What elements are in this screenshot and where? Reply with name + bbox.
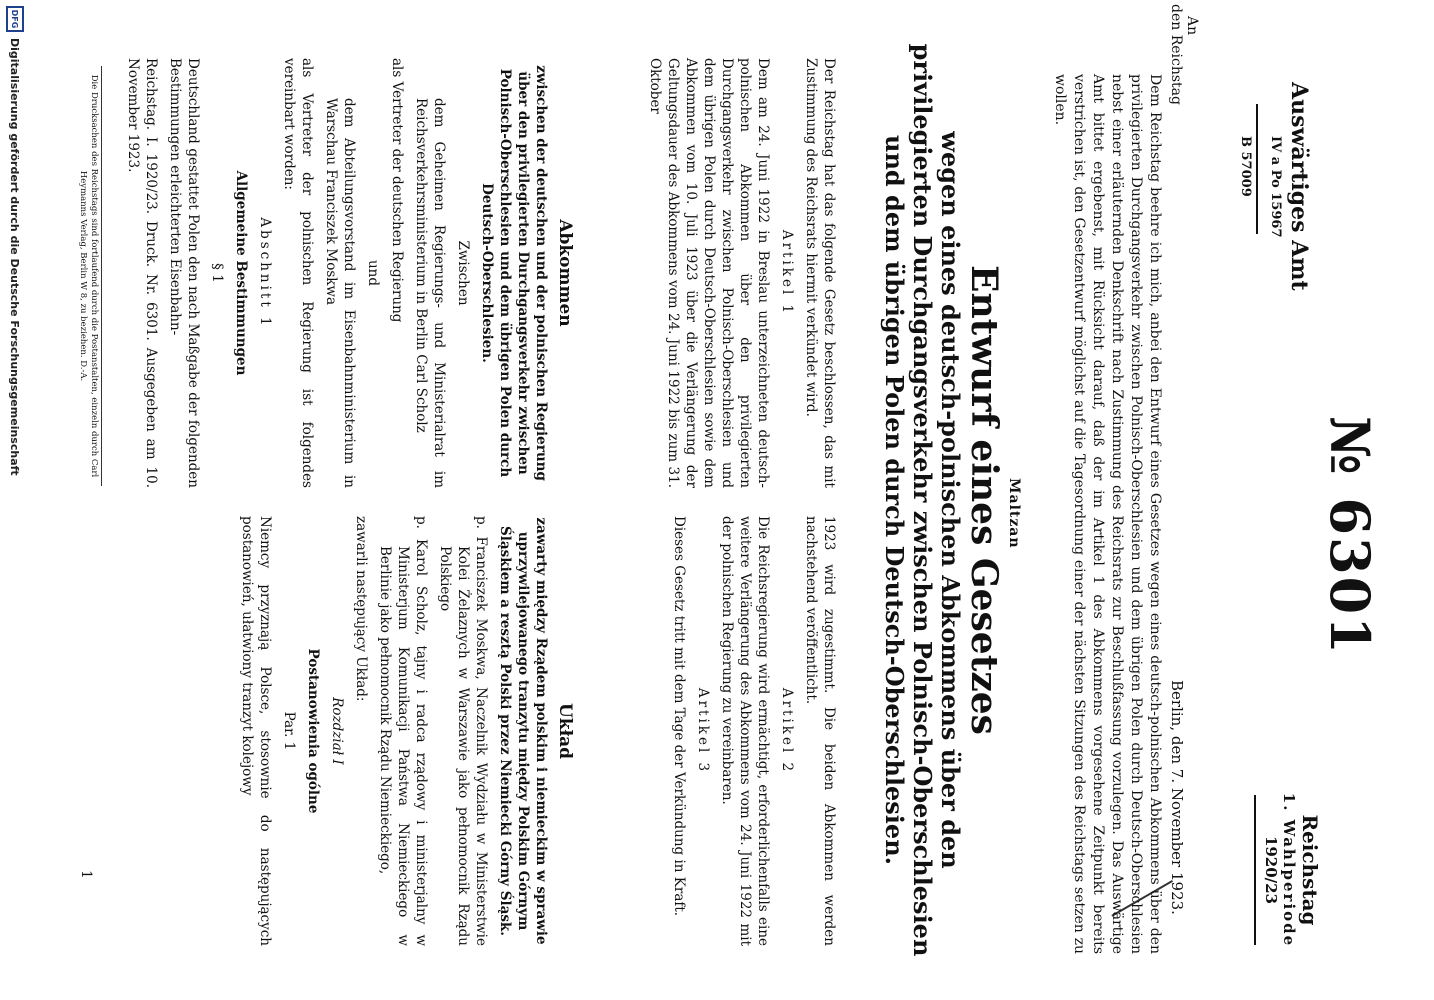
german-und: und	[365, 259, 381, 287]
german-between: Zwischen	[455, 240, 471, 306]
article-1-heading: Artikel 1	[779, 229, 795, 317]
polish-agreement-subheading: zawarty między Rządem polskim i niemieckim w sprawie uprzywilejowanego tranzytu między Polskim Górnym Śląskiem a resztą Polski przez Niemiecki Górny Śląsk.	[497, 517, 549, 945]
office-header	[1168, 4, 1312, 304]
digitization-credit-bar	[0, 0, 30, 1000]
address-recipient: den Reichstag	[1168, 4, 1184, 105]
german-section-heading: Abschnitt 1	[257, 217, 273, 329]
german-agreement-heading: Abkommen	[555, 219, 575, 327]
address-an: An	[1184, 16, 1200, 36]
polish-agreement-column	[232, 516, 574, 946]
german-agreement-subheading: zwischen der deutschen und der polnischen Regierung über den privilegierten Durchgangsverkehr zwischen Polnisch-Oberschlesien und dem übrigen Polen durch Deutsch-Oberschlesien.	[479, 65, 549, 481]
reference-divider	[1256, 104, 1258, 234]
reference-number-2: B 57009	[1238, 136, 1253, 197]
german-section-title: Allgemeine Bestimmungen	[233, 170, 249, 376]
bill-title-sub: wegen eines deutsch-polnischen Abkommens über den privilegierten Durchgangsverkehr zwischen Polnisch-Oberschlesien und dem übrigen Polen durch Deutsch-Oberschlesien.	[880, 43, 965, 957]
article-1-text: Dem am 24. Juni 1922 in Breslau unterzeichneten deutsch-polnischen Abkommen über den privilegierten Durchgangsverkehr zwischen Polnisch-Oberschlesien und dem übrigen Polen durch Deutsch-Oberschlesien sowie dem Abkommen vom 10. Juli 1923 über die Verlängerung der Geltungsdauer des Abkommens vom 24. Juni 1922 bis zum 31. Oktober	[647, 58, 771, 488]
polish-paragraph-number: Par. 1	[281, 711, 297, 751]
polish-section-heading: Rozdział I	[329, 697, 345, 765]
polish-section-title: Postanowienia ogólne	[305, 648, 321, 814]
bill-title	[880, 40, 1004, 960]
article-3-heading: Artikel 3	[695, 687, 711, 775]
document-number: № 6301	[1318, 416, 1382, 656]
wahlperiode-label: 1. Wahlperiode	[1280, 792, 1298, 948]
german-paragraph-number: § 1	[209, 263, 225, 283]
header-rule	[1254, 795, 1256, 945]
signature: Maltzan	[1006, 478, 1022, 549]
polish-paragraph-text: Niemcy przyznają Polsce, stosownie do następujących postanowień, ułatwiony tranzyt kolejowy	[239, 516, 273, 946]
document-date: Berlin, den 7. November 1923.	[1168, 680, 1186, 915]
polish-agreed: zawarli następujący Układ:	[353, 516, 369, 702]
law-column-left	[640, 58, 838, 488]
reichstag-label: Reichstag	[1298, 814, 1322, 926]
german-agreement-column	[118, 58, 574, 488]
publication-footnote: Die Drucksachen des Reichstags sind fortlaufend durch die Postanstalten, einzeln durch Carl Heymanns Verlag, Berlin W 8, zu beziehen. D.-A.	[77, 66, 102, 486]
cover-letter: Dem Reichstag beehre ich mich, anbei den Entwurf eines Gesetzes wegen eines deutsch-polnischen Abkommens über den privilegierten Durchgangsverkehr zwischen Polnisch-Oberschlesien und dem übrigen Polen durch Deutsch-Oberschlesien nebst einer erläuternden Denkschrift nach Zustimmung des Reichsrats zur Beschlußfassung vorzulegen. Das Auswärtige Amt bittet ergebenst, mit Rücksicht darauf, daß der im Artikel 1 des Abkommens vorgesehene Zeitpunkt bereits verstrichen ist, den Gesetzentwurf möglichst auf die Tagesordnung einer der nächsten Sitzungen des Reichstags setzen zu wollen.	[1052, 74, 1163, 954]
office-name: Auswärtiges Amt	[1286, 82, 1312, 291]
law-intro: Der Reichstag hat das folgende Gesetz beschlossen, das mit Zustimmung des Reichsrats hiermit verkündet wird.	[803, 58, 837, 488]
print-footer-line: Reichstag. I. 1920/23. Druck. Nr. 6301. Ausgegeben am 10. November 1923.	[125, 58, 159, 488]
german-role-1: als Vertreter der deutschen Regierung	[389, 58, 405, 323]
german-party-1: dem Geheimen Regierungs- und Ministerialrat im Reichsverkehrsministerium in Berlin Carl Scholz	[413, 98, 447, 488]
polish-party-1: p. Franciszek Moskwa, Naczelnik Wydziału w Ministerstwie Kolei Żelaznych w Warszawie jako pełnomocnik Rządu Polskiego	[437, 516, 489, 946]
digitization-credit: Digitalisierung gefördert durch die Deutsche Forschungsgemeinschaft	[8, 38, 22, 476]
polish-agreement-heading: Układ	[555, 702, 575, 760]
page-number: 1	[78, 870, 94, 879]
german-party-2: dem Abteilungsvorstand im Eisenbahnministerium in Warschau Franciszek Moskwa	[323, 98, 357, 488]
article-2-heading: Artikel 2	[779, 687, 795, 775]
article-3-text: Dieses Gesetz tritt mit dem Tage der Verkündung in Kraft.	[671, 516, 687, 917]
reference-number-1: IV a Po 15967	[1268, 136, 1283, 238]
article-1-continued: 1923 wird zugestimmt. Die beiden Abkommen werden nachstehend veröffentlicht.	[803, 516, 837, 946]
law-column-right	[664, 516, 838, 946]
article-2-text: Die Reichsregierung wird ermächtigt, erforderlichenfalls eine weitere Verlängerung des Abkommens vom 24. Juni 1922 mit der polnischen Regierung zu vereinbaren.	[719, 516, 771, 946]
german-paragraph-text: Deutschland gestattet Polen den nach Maßgabe der folgenden Bestimmungen erleichterten Eisenbahn-	[167, 58, 201, 488]
bill-title-main: Entwurf eines Gesetzes	[963, 265, 1005, 735]
reichstag-header	[1254, 770, 1322, 970]
polish-party-2: p. Karol Scholz, tajny i radca rządowy i ministerjalny w Ministerjum Komunikacji Państwa Niemieckiego w Berlinie jako pełnomocnik Rządu Niemieckiego,	[377, 516, 429, 946]
german-role-2: als Vertreter der polnischen Regierung ist folgendes vereinbart worden:	[281, 58, 315, 488]
dfg-logo: DFG	[6, 6, 24, 32]
period-years: 1920/23	[1262, 835, 1280, 905]
